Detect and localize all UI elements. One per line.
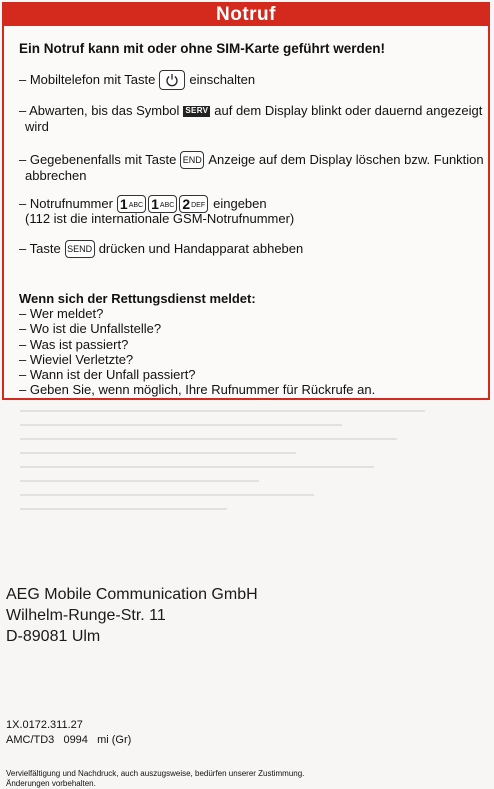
step-number-note: (112 ist die internationale GSM-Notrufnummer) (25, 211, 295, 226)
key-digit: 1 (151, 196, 159, 212)
key-digit: 1 (119, 196, 128, 212)
step-send-key (19, 240, 303, 258)
copyright-note: Vervielfältigung und Nachdruck, auch auszugsweise, bedürfen unserer Zustimmung. (6, 769, 305, 778)
changes-note: Änderungen vorbehalten. (6, 779, 96, 788)
key-digit: 2 (182, 196, 191, 212)
step-serv-text: – Abwarten, bis das Symbol (19, 103, 180, 118)
emergency-title: Notruf (216, 4, 276, 25)
key-letters: ABC (159, 202, 175, 209)
legal-footer (6, 769, 304, 789)
step-number-text: – Notrufnummer (19, 196, 113, 211)
emergency-headline: Ein Notruf kann mit oder ohne SIM-Karte geführt werden! (19, 41, 386, 56)
step-end-key (19, 151, 484, 169)
step-end-line2: abbrechen (25, 168, 87, 183)
key-letters: DEF (191, 202, 206, 209)
step-serv-after: auf dem Display blinkt oder dauernd angezeigt (214, 103, 483, 118)
list-item: – Wann ist der Unfall passiert? (19, 367, 196, 383)
list-item: – Wo ist die Unfallstelle? (19, 321, 162, 337)
company-name: AEG Mobile Communication GmbH (6, 586, 258, 603)
list-item: – Wer meldet? (19, 306, 104, 321)
show-through-texture (20, 410, 480, 560)
send-key-icon: SEND (65, 240, 95, 258)
emergency-header (4, 4, 488, 26)
document-codes (6, 718, 131, 748)
step-end-after: Anzeige auf dem Display löschen bzw. Funktion (208, 152, 484, 167)
document-revision: AMC/TD3 0994 mi (Gr) (6, 734, 132, 746)
rescue-title: Wenn sich der Rettungsdienst meldet: (19, 291, 256, 306)
power-key-icon (159, 70, 185, 90)
rescue-questions (19, 306, 375, 398)
step-send-text: – Taste (19, 241, 61, 256)
key-letters: ABC (128, 202, 144, 209)
list-item: – Wieviel Verletzte? (19, 351, 134, 367)
company-address (6, 584, 258, 647)
step-end-text: – Gegebenenfalls mit Taste (19, 152, 177, 167)
step-serv-line2: wird (25, 119, 49, 134)
emergency-call-box (2, 2, 490, 400)
step-power-on (19, 70, 255, 90)
company-street: Wilhelm-Runge-Str. 11 (6, 607, 166, 624)
step-number-after: eingeben (213, 196, 267, 211)
list-item: – Geben Sie, wenn möglich, Ihre Rufnummer für Rückrufe an. (19, 382, 376, 398)
step-send-after: drücken und Handapparat abheben (98, 241, 304, 256)
end-key-icon: END (180, 151, 204, 169)
serv-symbol-icon: SERV (185, 106, 209, 115)
list-item: – Was ist passiert? (19, 336, 129, 352)
step-serv-wait (19, 103, 482, 119)
document-number: 1X.0172.311.27 (6, 719, 83, 731)
step-power-after: einschalten (189, 72, 256, 87)
step-power-text: – Mobiltelefon mit Taste (19, 72, 156, 87)
company-city: D-89081 Ulm (6, 628, 101, 645)
